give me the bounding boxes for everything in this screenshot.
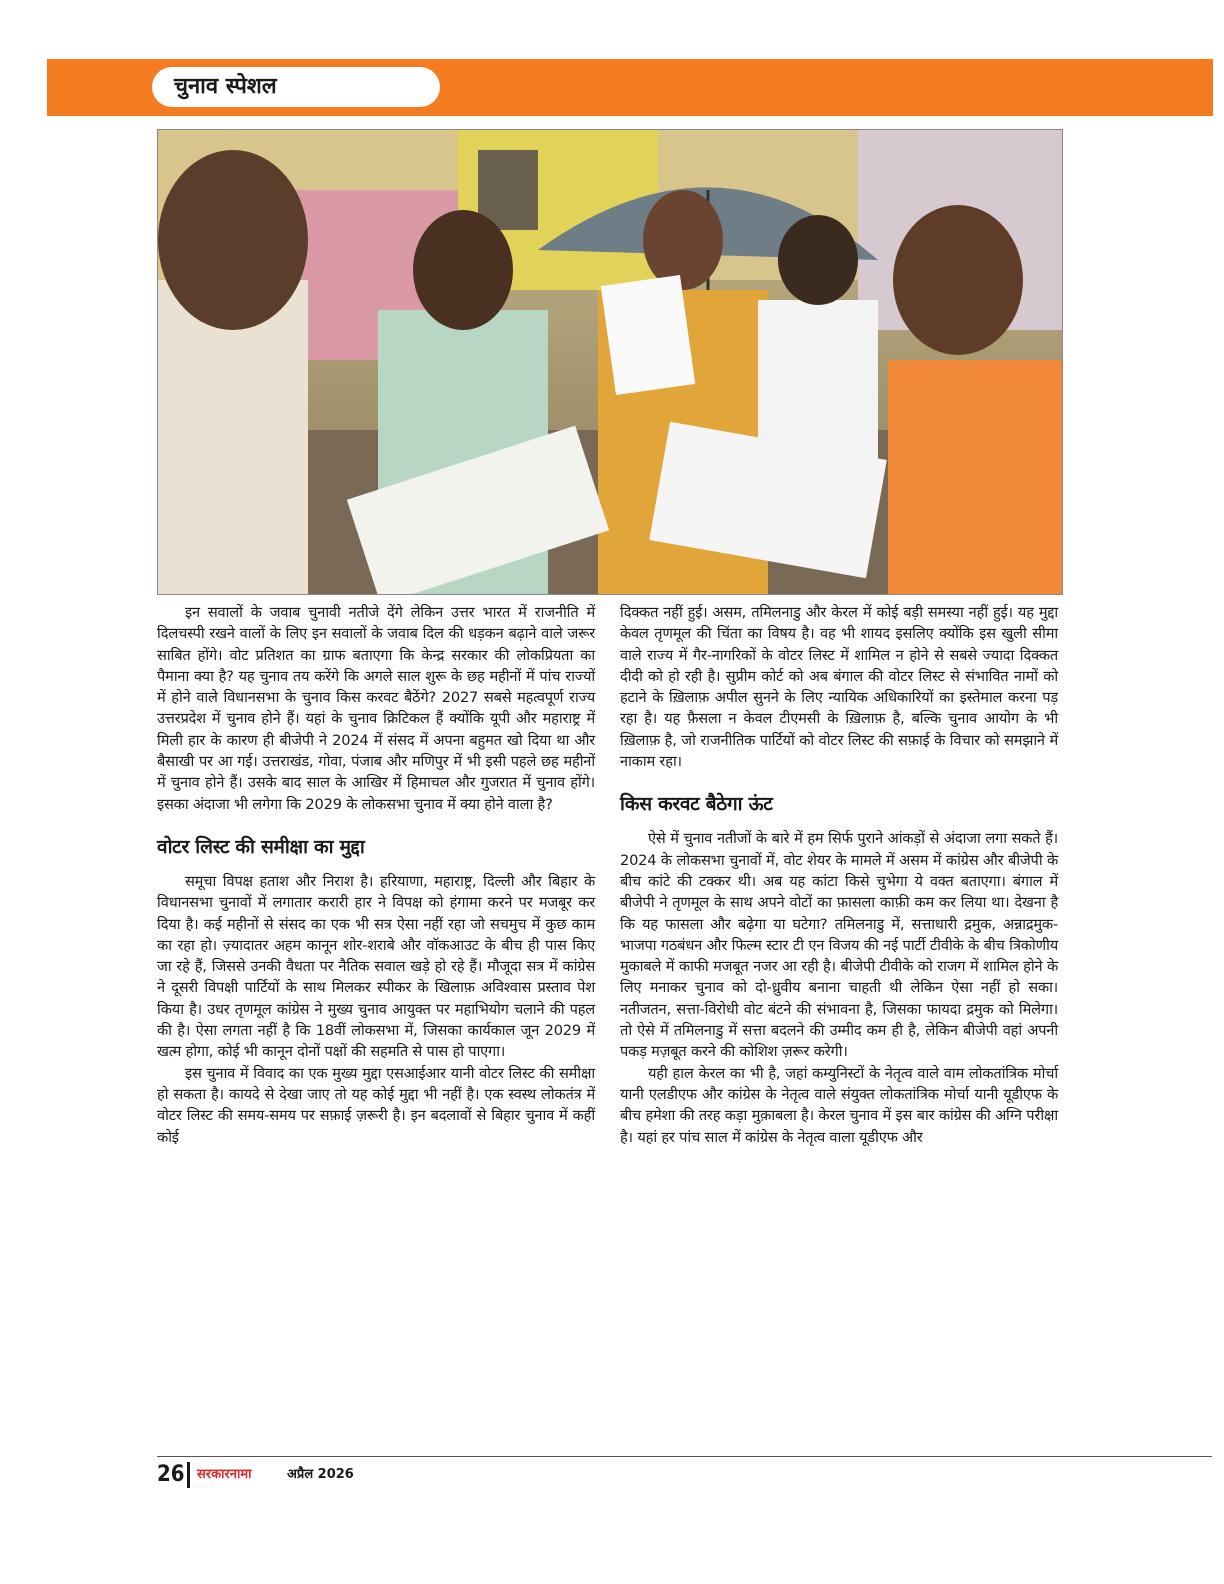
subheading: किस करवट बैठेगा ऊंट bbox=[620, 793, 773, 816]
paragraph: समूचा विपक्ष हताश और निराश है। हरियाणा, महाराष्ट्र, दिल्ली और बिहार के विधानसभा चुनावों में लगातार करारी हार ने विपक्ष को हंगामा करने पर मजबूर कर दिया है। कई महीनों से संसद का एक भी सत्र ऐसा नहीं रहा जो सचमुच में कुछ काम का रहा हो। ज़्यादातर अहम कानून शोर-शराबे और वॉकआउट के बीच ही पास किए जा रहे हैं, जिससे उनकी वैधता पर नैतिक सवाल खड़े हो रहे हैं। मौजूदा सत्र में कांग्रेस ने दूसरी विपक्षी पार्टियों के साथ मिलकर स्पीकर के खिलाफ़ अविश्वास प्रस्ताव पेश किया है। उधर तृणमूल कांग्रेस ने मुख्य चुनाव आयुक्त पर महाभियोग चलाने की पहल की है। ऐसा लगता नहीं है कि 18वीं लोकसभा में, जिसका कार्यकाल जून 2029 में खत्म होगा, कोई भी कानून दोनों पक्षों की सहमति से पास हो पाएगा। bbox=[157, 872, 595, 1061]
article-photo bbox=[157, 129, 1063, 595]
subheading: वोटर लिस्ट की समीक्षा का मुद्दा bbox=[157, 835, 365, 858]
paragraph: यही हाल केरल का भी है, जहां कम्युनिस्टों के नेतृत्व वाले वाम लोकतांत्रिक मोर्चा यानी एलडीएफ और कांग्रेस के नेतृत्व वाले संयुक्त लोकतांत्रिक मोर्चा यानी यूडीएफ के बीच हमेशा की तरह कड़ा मुक़ाबला है। केरल चुनाव में इस बार कांग्रेस की अग्नि परीक्षा है। यहां हर पांच साल में कांग्रेस के नेतृत्व वाला यूडीएफ और bbox=[620, 1064, 1058, 1146]
photo-election-workers-icon bbox=[158, 130, 1062, 594]
paragraph: इस चुनाव में विवाद का एक मुख्य मुद्दा एसआईआर यानी वोटर लिस्ट की समीक्षा हो सकता है। कायदे से देखा जाए तो यह कोई मुद्दा भी नहीं है। एक स्वस्थ लोकतंत्र में वोटर लिस्ट की समय-समय पर सफ़ाई ज़रूरी है। इन बदलावों से बिहार चुनाव में कहीं कोई bbox=[157, 1064, 595, 1146]
issue-date: अप्रैल 2026 bbox=[287, 1467, 354, 1482]
footer-divider bbox=[157, 1456, 1212, 1457]
paragraph: दिक्कत नहीं हुई। असम, तमिलनाडु और केरल में कोई बड़ी समस्या नहीं हुई। यह मुद्दा केवल तृणमूल की चिंता का विषय है। वह भी शायद इसलिए क्योंकि इस खुली सीमा वाले राज्य में गैर-नागरिकों के वोटर लिस्ट में शामिल न होने से सबसे ज्यादा दिक्कत दीदी को हो रही है। सुप्रीम कोर्ट को अब बंगाल की वोटर लिस्ट से संभावित नामों को हटाने के ख़िलाफ़ अपील सुनने के लिए न्यायिक अधिकारियों का इस्तेमाल करना पड़ रहा है। यह फ़ैसला न केवल टीएमसी के ख़िलाफ़ है, बल्कि चुनाव आयोग के भी ख़िलाफ़ है, जो राजनीतिक पार्टियों को वोटर लिस्ट की सफ़ाई के विचार को समझाने में नाकाम रहा। bbox=[620, 604, 1058, 771]
paragraph: इन सवालों के जवाब चुनावी नतीजे देंगे लेकिन उत्तर भारत में राजनीति में दिलचस्पी रखने वालों के लिए इन सवालों के जवाब दिल की धड़कन बढ़ाने वाले जरूर साबित होंगे। वोट प्रतिशत का ग्राफ बताएगा कि केन्द्र सरकार की लोकप्रियता का पैमाना क्या है? यह चुनाव तय करेंगे कि अगले साल शुरू के छह महीनों में पांच राज्यों में होने वाले विधानसभा के चुनाव किस करवट बैठेंगे? 2027 सबसे महत्वपूर्ण राज्य उत्तरप्रदेश में चुनाव होने हैं। यहां के चुनाव क्रिटिकल हैं क्योंकि यूपी और महाराष्ट्र में मिली हार के कारण ही बीजेपी ने 2024 में संसद में अपना बहुमत खो दिया था और बैसाखी पर आ गई। उत्तराखंड, गोवा, पंजाब और मणिपुर में भी इसी पहले छह महीनों में चुनाव होने हैं। उसके बाद साल के आखिर में हिमाचल और गुजरात में चुनाव होंगे। इसका अंदाजा भी लगेगा कि 2029 के लोकसभा चुनाव में क्या होने वाला है? bbox=[157, 604, 595, 813]
paragraph: ऐसे में चुनाव नतीजों के बारे में हम सिर्फ पुराने आंकड़ों से अंदाजा लगा सकते हैं। 2024 के लोकसभा चुनावों में, वोट शेयर के मामले में असम में कांग्रेस और बीजेपी के बीच कांटे की टक्कर थी। अब यह कांटा किसे चुभेगा ये वक्त बताएगा। बंगाल में बीजेपी ने तृणमूल के साथ अपने वोटों का फ़ासला काफ़ी कम कर लिया था। देखना है कि यह फासला और बढ़ेगा या घटेगा? तमिलनाडु में, सत्ताधारी द्रमुक, अन्नाद्रमुक-भाजपा गठबंधन और फिल्म स्टार टी एन विजय की नई पार्टी टीवीके के बीच त्रिकोणीय मुकाबले में काफी मजबूत नजर आ रही है। बीजेपी टीवीके को राजग में शामिल होने के लिए मनाकर चुनाव को दो-ध्रुवीय बनाना चाहती थी लेकिन ऐसा नहीं हो सका। नतीजतन, सत्ता-विरोधी वोट बंटने की संभावना है, जिसका फायदा द्रमुक को मिलेगा। तो ऐसे में तमिलनाडु में सत्ता बदलने की उम्मीद कम ही है, लेकिन बीजेपी वहां अपनी पकड़ मज़बूत करने की कोशिश ज़रूर करेगी। bbox=[620, 830, 1058, 1061]
article-right-column bbox=[620, 602, 1058, 1148]
page-number: 26 bbox=[157, 1462, 185, 1487]
footer-separator bbox=[187, 1462, 190, 1488]
section-label: चुनाव स्पेशल bbox=[152, 67, 440, 107]
magazine-name: सरकारनामा bbox=[197, 1467, 252, 1482]
article-left-column bbox=[157, 602, 595, 1148]
